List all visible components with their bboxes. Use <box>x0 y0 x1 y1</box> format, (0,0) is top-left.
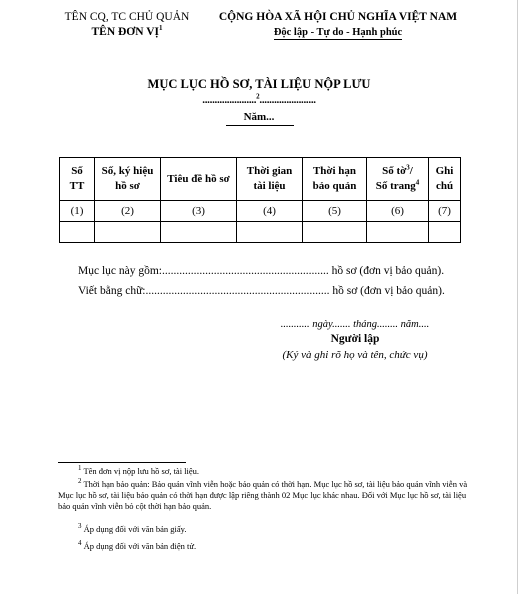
column-number: (1) <box>60 201 95 222</box>
year-underline <box>226 125 294 126</box>
table-row <box>60 222 461 243</box>
footnote-ref-3: 3 <box>406 163 410 172</box>
footnote-ref-2: 2 <box>256 92 260 101</box>
signer-role: Người lập <box>330 333 380 345</box>
unit-name-text: TÊN ĐƠN VỊ <box>91 26 160 38</box>
footnote-1: $^1$ Tên đơn vị nộp lưu hồ sơ, tài liệu. <box>78 464 200 476</box>
page-title: MỤC LỤC HỒ SƠ, TÀI LIỆU NỘP LƯU <box>147 77 371 91</box>
column-number: (3) <box>161 201 237 222</box>
table-cell[interactable] <box>161 222 237 243</box>
subtitle-dots-before: ...................... <box>202 94 257 106</box>
table-header-row <box>60 158 461 201</box>
header-cell-file-title: Tiêu đề hồ sơ <box>161 158 237 201</box>
unit-name <box>62 25 192 40</box>
document-subtitle <box>0 94 518 106</box>
signature-date-line: ........... ngày....... tháng........ năm.... <box>280 319 430 330</box>
column-number: (7) <box>429 201 461 222</box>
year-label: Năm... <box>243 111 275 123</box>
header-cell-document-time: Thời gian tài liệu <box>237 158 303 201</box>
column-number: (6) <box>367 201 429 222</box>
footnote-ref-1: 1 <box>159 24 163 33</box>
table-cell[interactable] <box>237 222 303 243</box>
header-cell-stt: Số TT <box>60 158 95 201</box>
footnote-separator <box>58 462 186 463</box>
summary-count-line: Mục lục này gồm:.......................................................... hồ sơ (đơn vị bảo quản). <box>78 265 445 277</box>
agency-header <box>62 10 192 40</box>
national-header <box>218 10 458 40</box>
footnote-4: $^4$ Áp dụng đối với văn bản điện tử. <box>78 539 197 551</box>
column-number: (2) <box>95 201 161 222</box>
national-motto <box>218 25 458 40</box>
column-number-row <box>60 201 461 222</box>
footnote-2: $^2$ Thời hạn bảo quản: Bảo quản vĩnh viễn hoặc bảo quản có thời hạn. Mục lục hồ sơ, tài liệu bảo quản vĩnh viễn và Mục lục hồ sơ, tài liệu bảo quản có thời hạn được lập riêng thành 02 Mục lục khác nhau. Đối với Mục lục hồ sơ, tài liệu bảo quản vĩnh viễn bỏ cột thời hạn bảo quản. <box>58 477 468 511</box>
records-table <box>59 157 461 243</box>
table-cell[interactable] <box>60 222 95 243</box>
parent-agency-name: TÊN CQ, TC CHỦ QUẢN <box>64 11 190 23</box>
footnote-3: $^3$ Áp dụng đối với văn bản giấy. <box>78 522 187 534</box>
column-number: (4) <box>237 201 303 222</box>
subtitle-dots-after: ....................... <box>259 94 316 106</box>
table-cell[interactable] <box>367 222 429 243</box>
signature-instruction: (Ký và ghi rõ họ và tên, chức vụ) <box>282 349 428 361</box>
header-cell-notes: Ghi chú <box>429 158 461 201</box>
table-cell[interactable] <box>303 222 367 243</box>
national-motto-text: Độc lập - Tự do - Hạnh phúc <box>273 27 403 38</box>
table-cell[interactable] <box>429 222 461 243</box>
national-title: CỘNG HÒA XÃ HỘI CHỦ NGHĨA VIỆT NAM <box>218 11 458 23</box>
summary-words-line: Viết bằng chữ:................................................................ hồ sơ (đơn vị bảo quản). <box>78 285 445 297</box>
header-cell-file-number: Số, ký hiệu hồ sơ <box>95 158 161 201</box>
column-number: (5) <box>303 201 367 222</box>
header-cell-retention: Thời hạn bảo quản <box>303 158 367 201</box>
table-cell[interactable] <box>95 222 161 243</box>
footnote-ref-4: 4 <box>415 178 420 187</box>
header-cell-page-count: Số tờ$^3$/ Số trang$^4$ <box>367 158 429 201</box>
